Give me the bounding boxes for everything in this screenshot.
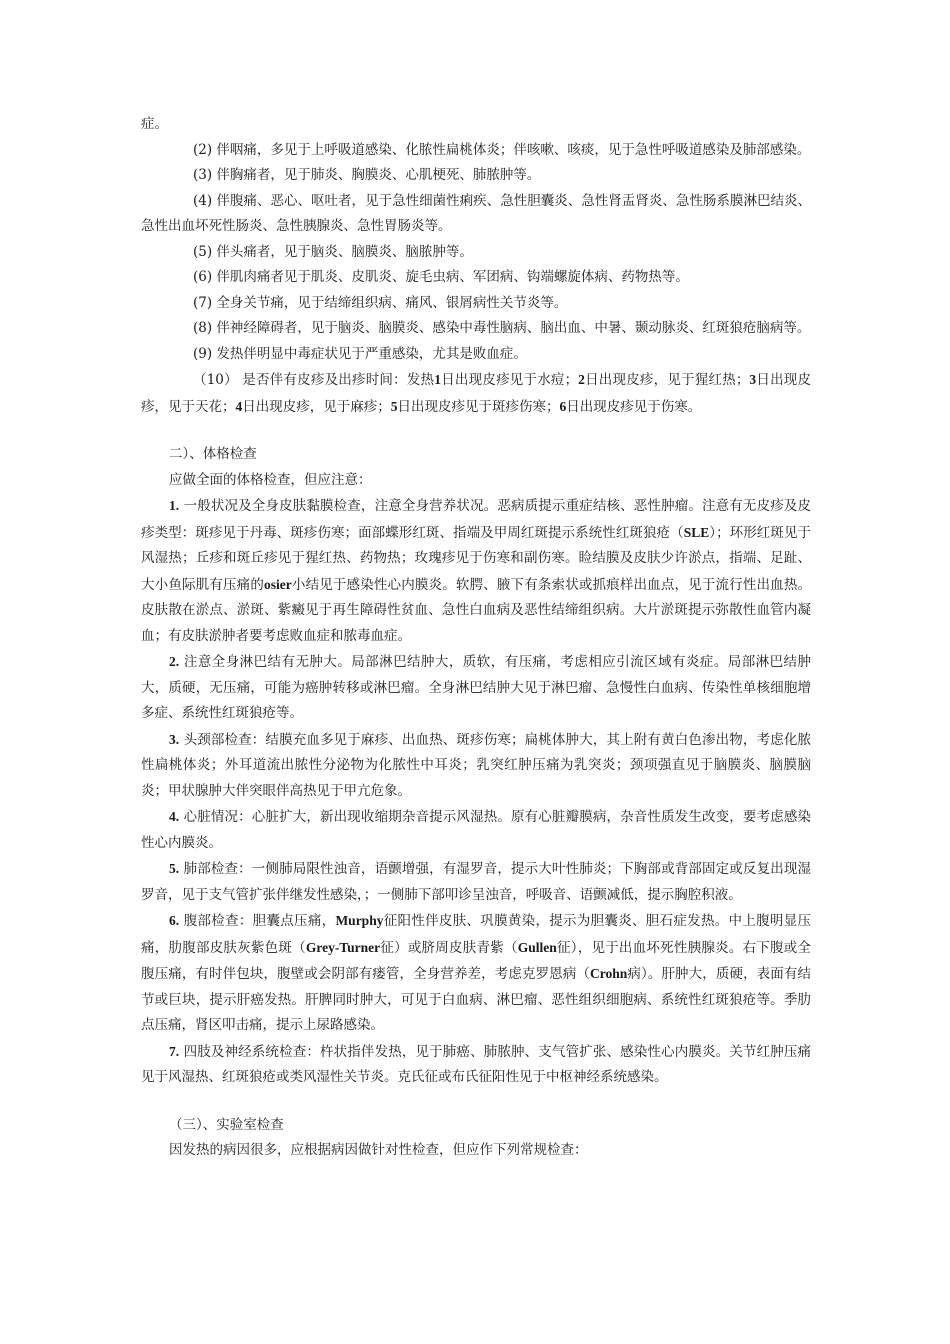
paragraph-continuation: 症。 [141, 116, 168, 132]
section-heading-lab-exam: （三）、实验室检查 [169, 1116, 284, 1133]
list-item-8: (8) 伴神经障碍者，见于脑炎、脑膜炎、感染中毒性脑病、脑出血、中暑、颞动脉炎、红斑狼疮脑病等。 [193, 320, 811, 336]
list-item-4: (4) 伴腹痛、恶心、呕吐者，见于急性细菌性痢疾、急性胆囊炎、急性肾盂肾炎、急性肠系膜淋巴结炎、急性出血坏死性肠炎、急性胰腺炎、急性胃肠炎等。 [141, 192, 811, 234]
exam-item-2: 2. 注意全身淋巴结有无肿大。局部淋巴结肿大，质软，有压痛，考虑相应引流区域有炎症。局部淋巴结肿大，质硬，无压痛，可能为癌肿转移或淋巴瘤。全身淋巴结肿大见于淋巴瘤、急慢性白血病、传染性单核细胞增多症、系统性红斑狼疮等。 [141, 654, 812, 721]
section-intro-lab-exam: 因发热的病因很多，应根据病因做针对性检查，但应作下列常规检查： [169, 1142, 588, 1158]
exam-item-3: 3. 头颈部检查：结膜充血多见于麻疹、出血热、斑疹伤寒；扁桃体肿大，其上附有黄白色渗出物，考虑化脓性扁桃体炎；外耳道流出脓性分泌物为化脓性中耳炎；乳突红肿压痛为乳突炎；颈项强直见于脑膜炎、脑膜脑炎；甲状腺肿大伴突眼伴高热见于甲亢危象。 [141, 731, 811, 799]
list-item-3: (3) 伴胸痛者，见于肺炎、胸膜炎、心肌梗死、肺脓肿等。 [193, 167, 541, 183]
exam-item-7: 7. 四肢及神经系统检查：杵状指伴发热，见于肺癌、肺脓肿、支气管扩张、感染性心内膜炎。关节红肿压痛见于风湿热、红斑狼疮或类风湿性关节炎。克氏征或布氏征阳性见于中枢神经系统感染。 [141, 1043, 811, 1085]
list-item-7: (7) 全身关节痛，见于结缔组织病、痛风、银屑病性关节炎等。 [193, 294, 568, 311]
list-item-9: (9) 发热伴明显中毒症状见于严重感染，尤其是败血症。 [193, 345, 527, 362]
list-item-5: (5) 伴头痛者，见于脑炎、脑膜炎、脑脓肿等。 [193, 243, 473, 260]
list-item-2: (2) 伴咽痛，多见于上呼吸道感染、化脓性扁桃体炎；伴咳嗽、咳痰，见于急性呼吸道感染及肺部感染。 [193, 141, 811, 158]
section-intro-physical-exam: 应做全面的体格检查，但应注意： [169, 471, 372, 488]
exam-item-5: 5. 肺部检查：一侧肺局限性浊音，语颤增强，有湿罗音，提示大叶性肺炎；下胸部或背部固定或反复出现湿罗音，见于支气管扩张伴继发性感染，；一侧肺下部叩诊呈浊音，呼吸音、语颤减低，提示胸腔积液。 [141, 861, 811, 903]
exam-item-1: 1. 一般状况及全身皮肤黏膜检查，注意全身营养状况。恶病质提示重症结核、恶性肿瘤。注意有无皮疹及皮疹类型：斑疹见于丹毒、斑疹伤寒；面部蝶形红斑、指端及甲周红斑提示系统性红斑狼疮（SLE）；环形红斑见于风湿热；丘疹和斑丘疹见于猩红热、药物热；玫瑰疹见于伤寒和副伤寒。睑结膜及皮肤少许淤点，指端、足趾、大小鱼际肌有压痛的osier小结见于感染性心内膜炎。软腭、腋下有条索状或抓痕样出血点，见于流行性出血热。皮肤散在淤点、淤斑、紫癜见于再生障碍性贫血、急性白血病及恶性结缔组织病。大片淤斑提示弥散性血管内凝血；有皮肤淤肿者要考虑败血症和脓毒血症。 [141, 498, 812, 644]
list-item-10: （10） 是否伴有皮疹及出疹时间：发热1日出现皮疹见于水痘；2日出现皮疹，见于猩红热；3日出现皮疹，见于天花；4日出现皮疹，见于麻疹；5日出现皮疹见于斑疹伤寒；6日出现皮疹见于伤寒。 [141, 372, 811, 415]
section-heading-physical-exam: 二）、体格检查 [169, 446, 257, 462]
document-page [141, 112, 811, 1164]
exam-item-6: 6. 腹部检查：胆囊点压痛，Murphy征阳性伴皮肤、巩膜黄染，提示为胆囊炎、胆石症发热。中上腹明显压痛，肋腹部皮肤灰紫色斑（Grey-Turner征）或脐周皮肤青紫（Gullen征），见于出血坏死性胰腺炎。右下腹或全腹压痛，有时伴包块，腹壁或会阴部有瘘管，全身营养差，考虑克罗恩病（Crohn病）。肝肿大，质硬，表面有结节或巨块，提示肝癌发热。肝脾同时肿大，可见于白血病、淋巴瘤、恶性组织细胞病、系统性红斑狼疮等。季肋点压痛，肾区叩击痛，提示上尿路感染。 [141, 913, 812, 1033]
exam-item-4: 4. 心脏情况：心脏扩大，新出现收缩期杂音提示风湿热。原有心脏瓣膜病，杂音性质发生改变，要考虑感染性心内膜炎。 [141, 809, 811, 851]
list-item-6: (6) 伴肌肉痛者见于肌炎、皮肌炎、旋毛虫病、军团病、钩端螺旋体病、药物热等。 [193, 269, 689, 285]
